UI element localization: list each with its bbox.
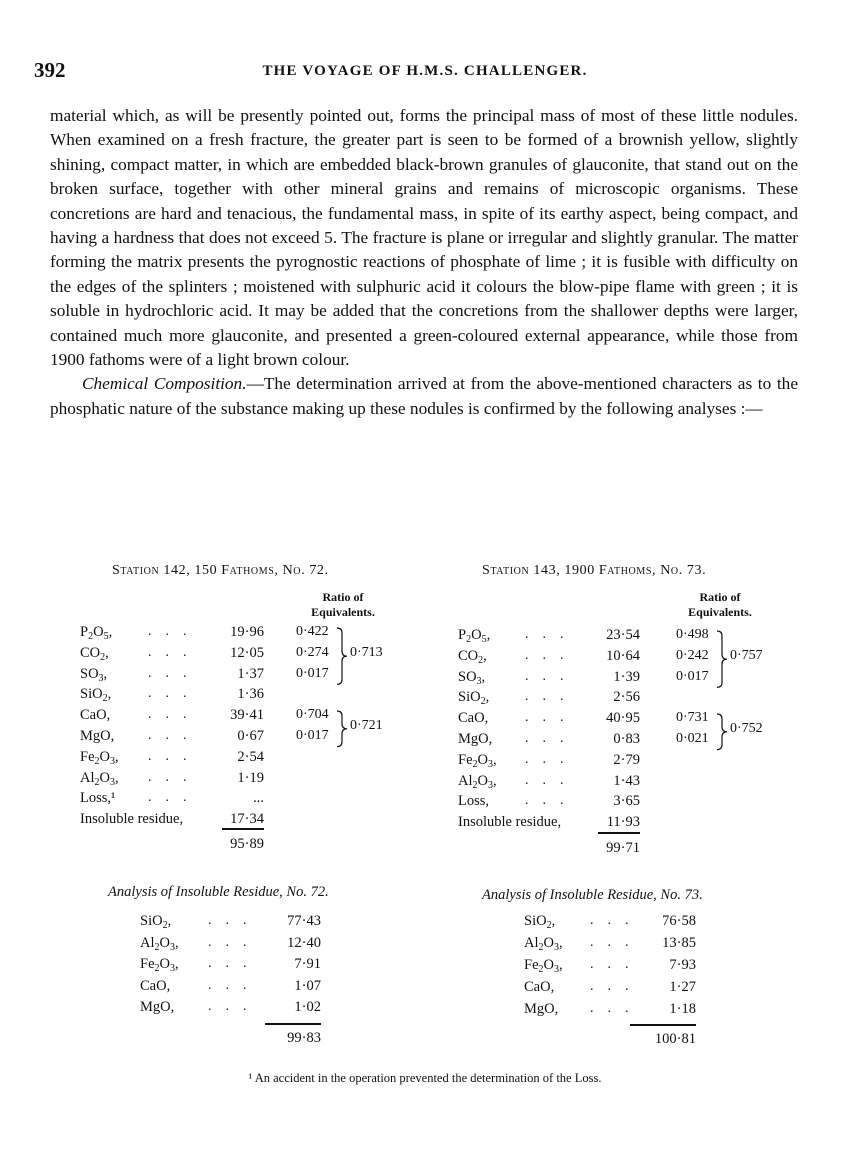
- formula-label: CaO,: [458, 710, 489, 727]
- leader-dots: ...: [525, 689, 578, 705]
- formula-label: $Al_2O_3$,: [524, 935, 563, 953]
- leader-dots: ...: [208, 913, 261, 928]
- brace-icon: [336, 710, 348, 752]
- leader-dots: ...: [208, 934, 261, 950]
- leader-dots: ...: [148, 728, 201, 743]
- formula-label: $Fe_2O_3$,: [140, 956, 179, 974]
- brace-total: 0·721: [350, 717, 383, 733]
- ratio-cell: 0·017: [296, 728, 329, 743]
- left-table-heading: Station 142, 150 Fathoms, No. 72.: [112, 563, 329, 578]
- ratio-cell: 0·021: [676, 731, 709, 746]
- value-cell: 0·67: [237, 728, 264, 744]
- leader-dots: ...: [525, 647, 578, 663]
- ratio-cell: 0·422: [296, 624, 329, 639]
- value-cell: 23·54: [606, 627, 640, 643]
- ratio-cell: 0·498: [676, 627, 709, 642]
- formula-label: Loss,¹: [80, 790, 116, 807]
- leader-dots: ...: [590, 935, 643, 950]
- brace-icon: [716, 713, 728, 755]
- leader-dots: ...: [148, 707, 201, 723]
- leader-dots: ...: [590, 979, 643, 994]
- leader-dots: ...: [525, 710, 578, 726]
- right-total: 99·71: [606, 840, 640, 856]
- formula-label: CaO,: [140, 977, 171, 994]
- value-cell: 1·39: [613, 668, 640, 685]
- brace-icon: [716, 630, 728, 692]
- footnote: ¹ An accident in the operation prevented the determination of the Loss.: [248, 1071, 602, 1085]
- left-total: 95·89: [230, 836, 264, 852]
- formula-label: $Al_2O_3$,: [458, 772, 497, 791]
- leader-dots: ...: [525, 793, 578, 809]
- value-cell: ...: [253, 790, 264, 807]
- value-cell: 1·19: [237, 769, 264, 786]
- value-cell: 1·36: [237, 686, 264, 703]
- residue-left-total: 99·83: [287, 1030, 321, 1046]
- residue-right-heading: Analysis of Insoluble Residue, No. 73.: [482, 887, 703, 903]
- value-cell: 12·05: [230, 644, 264, 661]
- right-total-rule: [598, 832, 640, 834]
- formula-label: Insoluble residue,: [80, 811, 184, 828]
- value-cell: 10·64: [606, 647, 640, 664]
- formula-label: $CO_2$,: [80, 644, 109, 663]
- formula-label: SiO$_2$,: [80, 686, 112, 705]
- value-cell: 2·79: [613, 751, 640, 768]
- formula-label: $Al_2O_3$,: [140, 934, 179, 953]
- residue-right-total: 100·81: [654, 1031, 696, 1047]
- page-number: 392: [34, 58, 66, 82]
- leader-dots: ...: [208, 999, 261, 1014]
- value-cell: 1·37: [237, 665, 264, 682]
- leader-dots: ...: [208, 956, 261, 971]
- paragraph-2-heading: Chemical Composition.: [82, 374, 247, 394]
- formula-label: $CO_2$,: [458, 647, 487, 666]
- residue-left-heading: Analysis of Insoluble Residue, No. 72.: [108, 884, 329, 900]
- formula-label: SiO$_2$,: [458, 689, 490, 708]
- value-cell: 40·95: [606, 710, 640, 727]
- value-cell: 19·96: [230, 624, 264, 640]
- value-cell: 1·07: [294, 977, 321, 994]
- formula-label: $Al_2O_3$,: [80, 769, 119, 788]
- brace-total: 0·713: [350, 644, 383, 660]
- leader-dots: ...: [525, 772, 578, 788]
- ratio-cell: 0·731: [676, 710, 709, 726]
- ratio-cell: 0·242: [676, 647, 709, 663]
- residue-right-total-rule: [630, 1024, 696, 1026]
- ratio-cell: 0·017: [296, 665, 329, 681]
- body-text: [50, 104, 798, 421]
- leader-dots: ...: [148, 624, 201, 639]
- leader-dots: ...: [590, 913, 643, 928]
- formula-label: $SO_3$,: [458, 668, 486, 687]
- formula-label: $Fe_2O_3$,: [458, 751, 497, 770]
- value-cell: 17·34: [230, 811, 264, 828]
- formula-label: $Fe_2O_3$,: [80, 748, 119, 767]
- formula-label: $P_2O_5$,: [458, 627, 491, 645]
- formula-label: MgO,: [140, 999, 175, 1015]
- value-cell: 2·56: [613, 689, 640, 706]
- leader-dots: ...: [525, 751, 578, 767]
- leader-dots: ...: [148, 790, 201, 806]
- value-cell: 2·54: [237, 748, 264, 765]
- leader-dots: ...: [525, 668, 578, 684]
- paragraph-1: material which, as will be presently pointed out, forms the principal mass of most of these little nodules. When examined on a fresh fracture, the greater part is seen to be formed of a brownish yellow, slightly shining, compact matter, in which are embedded black-brown granules of glauconite, that stand out on the broken surface, together with other mineral grains and remains of microscopic organisms. These concretions are hard and tenacious, the fundamental mass, in spite of its earthy aspect, being compact, and having a hardness that does not exceed 5. The fracture is plane or irregular and slightly granular. The matter forming the matrix presents the pyrognostic reactions of phosphate of lime ; it is fusible with difficulty on the edges of the splinters ; moistened with sulphuric acid it colours the blow-pipe flame with green ; it is soluble in hydrochloric acid. It may be added that the concretions from the shallower depths were larger, contained much more glauconite, and presented a green-coloured external appearance, while those from 1900 fathoms were of a light brown colour.: [50, 106, 798, 370]
- paragraph-2: [50, 372, 798, 421]
- right-table-heading: Station 143, 1900 Fathoms, No. 73.: [482, 563, 707, 578]
- formula-label: Loss,: [458, 793, 490, 810]
- value-cell: 39·41: [230, 707, 264, 724]
- value-cell: 7·93: [669, 957, 696, 973]
- formula-label: CaO,: [80, 707, 111, 724]
- leader-dots: ...: [590, 957, 643, 972]
- formula-label: CaO,: [524, 979, 555, 995]
- ratio-cell: 0·274: [296, 644, 329, 660]
- formula-label: SiO$_2$,: [524, 913, 556, 931]
- value-cell: 11·93: [606, 814, 640, 831]
- leader-dots: ...: [148, 748, 201, 764]
- ratio-cell: 0·704: [296, 707, 329, 723]
- brace-total: 0·757: [730, 647, 763, 663]
- leader-dots: ...: [148, 769, 201, 785]
- value-cell: 1·27: [669, 979, 696, 995]
- left-ratio-header: Ratio of Equivalents.: [311, 590, 375, 619]
- formula-label: $SO_3$,: [80, 665, 108, 684]
- formula-label: Insoluble residue,: [458, 814, 562, 831]
- left-total-rule: [222, 828, 264, 830]
- brace-icon: [336, 627, 348, 689]
- right-ratio-header: Ratio of Equivalents.: [688, 590, 752, 619]
- leader-dots: ...: [525, 627, 578, 642]
- leader-dots: ...: [525, 731, 578, 746]
- ratio-cell: 0·017: [676, 668, 709, 684]
- paragraph-2-text: —The determination arrived at from the above-mentioned characters as to the phosphatic nature of the substance making up these nodules is confirmed by the following analyses :—: [50, 374, 798, 418]
- brace-total: 0·752: [730, 720, 763, 736]
- formula-label: $P_2O_5$,: [80, 624, 113, 642]
- formula-label: MgO,: [524, 1001, 559, 1017]
- leader-dots: ...: [148, 665, 201, 681]
- running-title: THE VOYAGE OF H.M.S. CHALLENGER.: [262, 63, 588, 79]
- value-cell: 3·65: [613, 793, 640, 810]
- value-cell: 1·43: [613, 772, 640, 789]
- value-cell: 7·91: [294, 956, 321, 972]
- residue-left-total-rule: [265, 1023, 321, 1025]
- formula-label: SiO$_2$,: [140, 913, 172, 931]
- value-cell: 1·18: [669, 1001, 696, 1017]
- leader-dots: ...: [590, 1001, 643, 1016]
- value-cell: 0·83: [613, 731, 640, 747]
- formula-label: MgO,: [458, 731, 493, 747]
- value-cell: 1·02: [294, 999, 321, 1015]
- formula-label: $Fe_2O_3$,: [524, 957, 563, 975]
- leader-dots: ...: [148, 686, 201, 702]
- leader-dots: ...: [208, 977, 261, 993]
- formula-label: MgO,: [80, 728, 115, 744]
- leader-dots: ...: [148, 644, 201, 660]
- value-cell: 13·85: [662, 935, 696, 951]
- value-cell: 12·40: [287, 934, 321, 951]
- value-cell: 76·58: [662, 913, 696, 929]
- value-cell: 77·43: [287, 913, 321, 929]
